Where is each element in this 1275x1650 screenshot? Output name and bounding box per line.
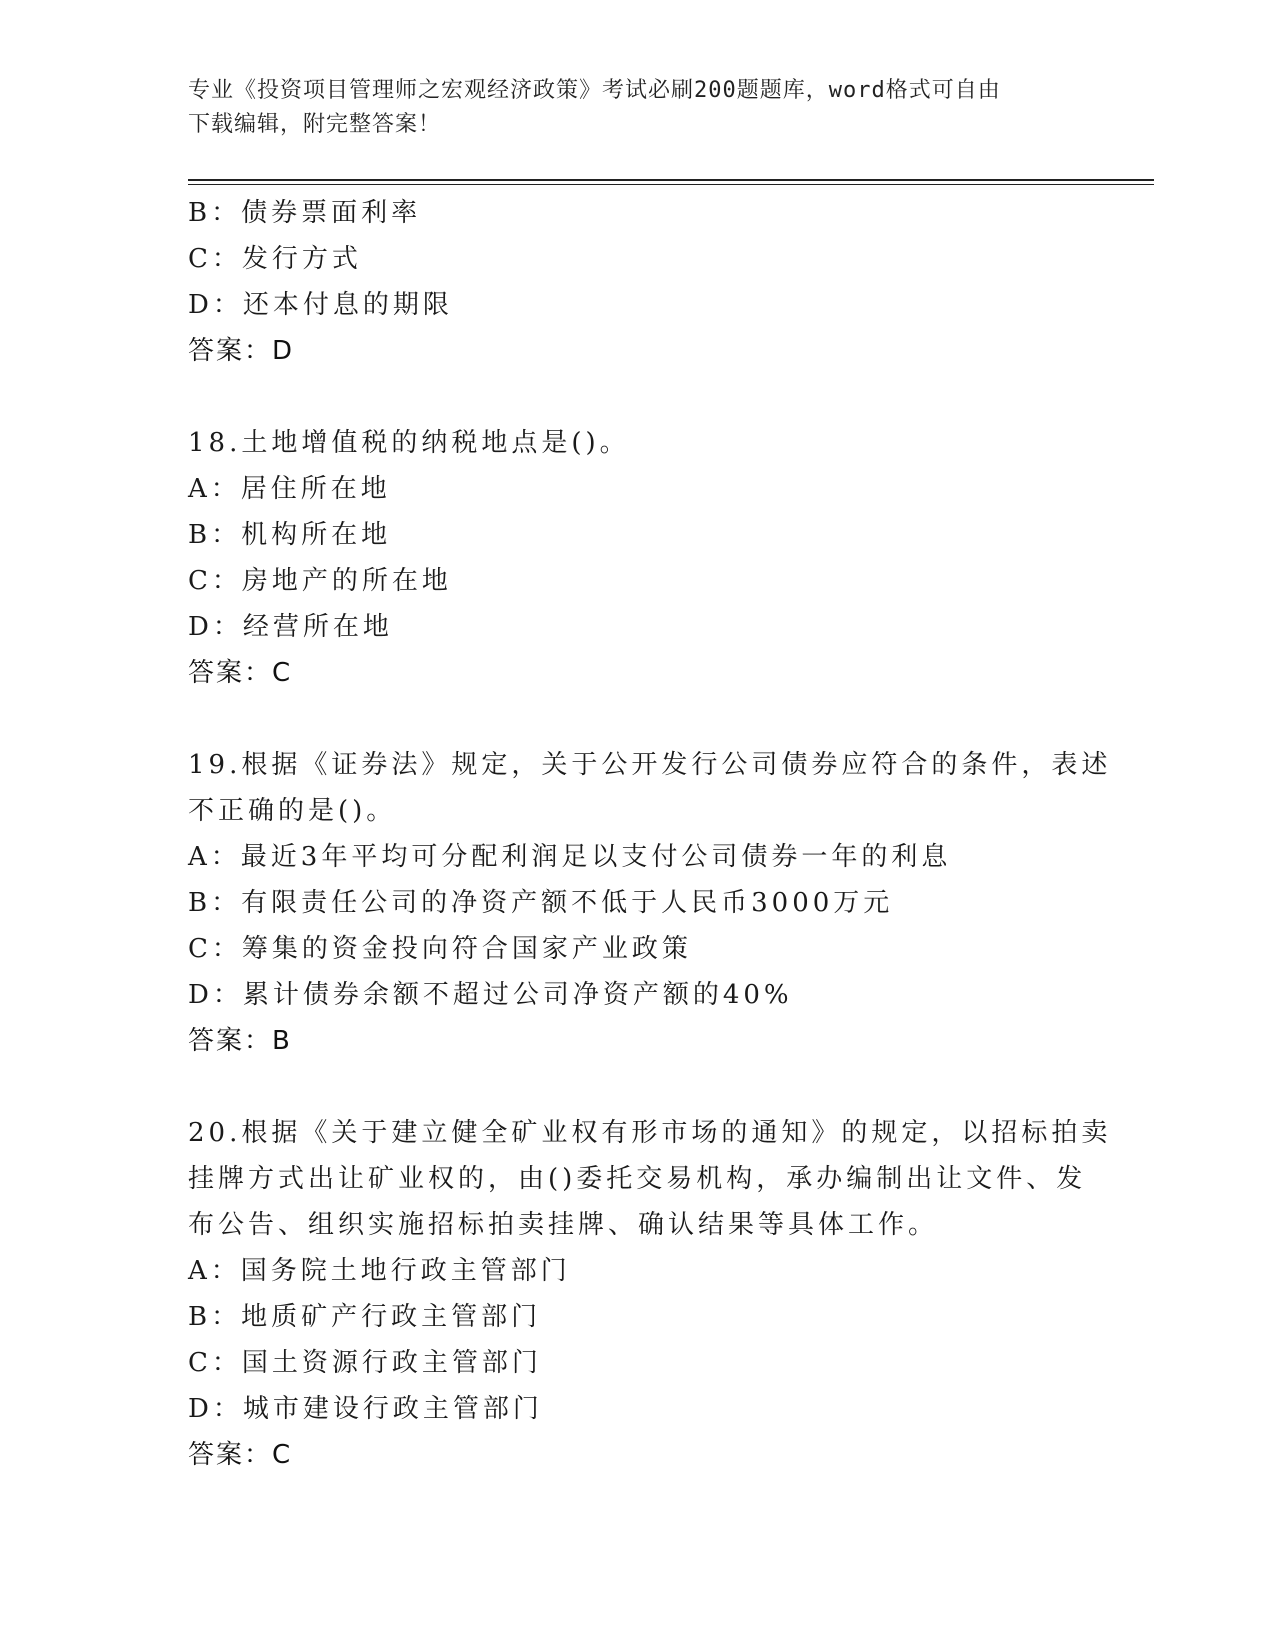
option-c: C：国土资源行政主管部门: [188, 1348, 542, 1378]
option-d: D：累计债券余额不超过公司净资产额的40%: [188, 980, 793, 1010]
question-19: [188, 742, 1112, 1064]
question-content: [188, 190, 1112, 1478]
question-stem-cont: 挂牌方式出让矿业权的，由()委托交易机构，承办编制出让文件、发: [188, 1164, 1087, 1194]
question-stem-cont: 不正确的是()。: [188, 796, 397, 826]
option-a: A：国务院土地行政主管部门: [188, 1256, 571, 1286]
option-b: B：债券票面利率: [188, 198, 422, 228]
header-line-2: 下载编辑，附完整答案！: [188, 112, 442, 137]
answer-line: 答案：C: [188, 658, 293, 688]
header-divider-thick: [188, 179, 1154, 181]
option-d: D：还本付息的期限: [188, 290, 453, 320]
header-divider-thin: [188, 184, 1154, 185]
answer-line: 答案：B: [188, 1026, 292, 1056]
header-line-1: 专业《投资项目管理师之宏观经济政策》考试必刷200题题库，word格式可自由: [188, 78, 1001, 103]
question-stem: 18.土地增值税的纳税地点是()。: [188, 428, 630, 458]
answer-line: 答案：D: [188, 336, 295, 366]
option-c: C：房地产的所在地: [188, 566, 452, 596]
option-c: C：筹集的资金投向符合国家产业政策: [188, 934, 692, 964]
question-stem: 19.根据《证券法》规定，关于公开发行公司债券应符合的条件，表述: [188, 750, 1112, 780]
document-header: [188, 74, 1068, 142]
option-d: D：经营所在地: [188, 612, 393, 642]
option-b: B：机构所在地: [188, 520, 392, 550]
question-stem-cont: 布公告、组织实施招标拍卖挂牌、确认结果等具体工作。: [188, 1210, 939, 1240]
option-b: B：地质矿产行政主管部门: [188, 1302, 542, 1332]
answer-line: 答案：C: [188, 1440, 293, 1470]
option-a: A：居住所在地: [188, 474, 391, 504]
question-18: [188, 420, 1088, 696]
option-d: D：城市建设行政主管部门: [188, 1394, 543, 1424]
option-b: B：有限责任公司的净资产额不低于人民币3000万元: [188, 888, 894, 918]
question-stem: 20.根据《关于建立健全矿业权有形市场的通知》的规定，以招标拍卖: [188, 1118, 1112, 1148]
option-a: A：最近3年平均可分配利润足以支付公司债券一年的利息: [188, 842, 952, 872]
prev-question-block: [188, 190, 1088, 374]
option-c: C：发行方式: [188, 244, 362, 274]
question-20: [188, 1110, 1112, 1478]
